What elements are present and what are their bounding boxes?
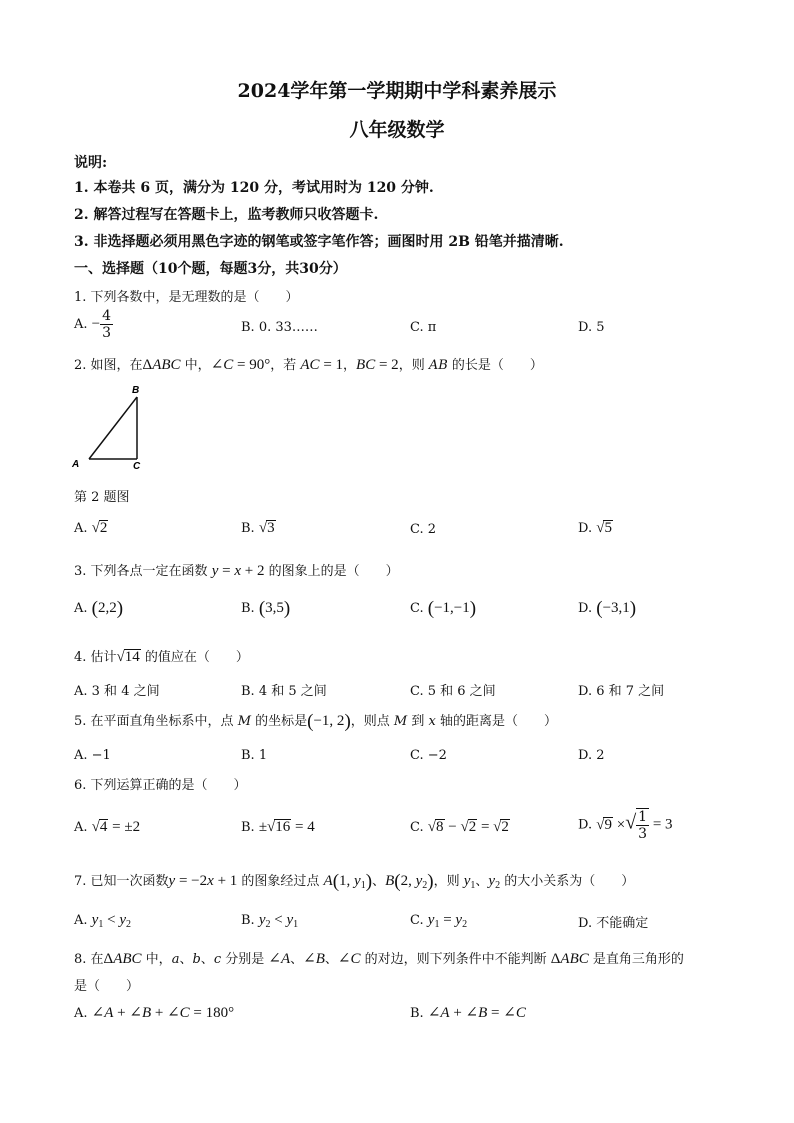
question-4-stem: 4. 估计√14 的值应在（ ） [74, 649, 249, 665]
question-6-option-a: A. √4 = ±2 [74, 819, 141, 835]
section-heading: 一、选择题（10个题，每题3分，共30分） [74, 261, 347, 277]
question-2-option-a: A. √2 [74, 520, 108, 536]
question-6-stem: 6. 下列运算正确的是（ ） [74, 778, 247, 793]
question-2-option-b: B. √3 [241, 520, 275, 536]
question-5-option-d: D. 2 [578, 748, 605, 763]
svg-text:C: C [133, 461, 141, 472]
question-3-option-c: C. (−1,−1) [410, 598, 477, 619]
question-2-option-d: D. √5 [578, 520, 612, 536]
page-title: 2024学年第一学期期中学科素养展示 [237, 80, 557, 102]
question-7-option-c: C. $y_1 = y_2$ [410, 912, 468, 930]
question-7-option-b: B. $y_2 < y_1$ [241, 912, 299, 930]
question-5-option-a: A. −1 [74, 748, 111, 763]
question-6-option-d: D. √9 ×√ $\frac{1}{3}$ = 3 [578, 809, 673, 842]
notes-heading: 说明: [74, 155, 108, 171]
question-6-option-c: C. √8 − √2 = √2 [410, 819, 509, 835]
question-1-option-d: D. 5 [578, 320, 605, 335]
question-4-option-d: D. 6 和 7 之间 [578, 684, 665, 699]
question-4-option-c: C. 5 和 6 之间 [410, 684, 496, 699]
question-1-stem: 1. 下列各数中，是无理数的是（ ） [74, 290, 299, 305]
question-6-option-b: B. ±√16 = 4 [241, 819, 315, 835]
question-7-option-a: A. $y_1 < y_2$ [74, 912, 131, 930]
question-1-option-b: B. 0. 33…… [241, 320, 318, 335]
triangle-figure [70, 383, 160, 473]
note-3: 3. 非选择题必须用黑色字迹的钢笔或签字笔作答；画图时用 2B 铅笔并描清晰. [74, 234, 564, 250]
question-8-option-b: B. ∠A + ∠B = ∠C [410, 1005, 526, 1021]
question-3-option-a: A. (2,2) [74, 598, 124, 619]
question-2-stem: 2. 如图，在ΔABC 中，∠C = 90°，若 AC = 1，BC = 2，则 AB 的长是（ ） [74, 357, 543, 373]
svg-text:A: A [72, 459, 80, 470]
question-5-option-b: B. 1 [241, 748, 268, 763]
question-3-option-d: D. (−3,1) [578, 598, 637, 619]
note-1: 1. 本卷共 6 页，满分为 120 分，考试用时为 120 分钟. [74, 180, 434, 196]
question-2-option-c: C. 2 [410, 522, 437, 537]
question-4-option-b: B. 4 和 5 之间 [241, 684, 327, 699]
question-3-stem: 3. 下列各点一定在函数 y = x + 2 的图象上的是（ ） [74, 563, 399, 579]
question-3-option-b: B. (3,5) [241, 598, 291, 619]
question-4-option-a: A. 3 和 4 之间 [74, 684, 160, 699]
svg-text:B: B [132, 385, 140, 396]
question-1-option-c: C. π [410, 320, 437, 335]
question-8-option-a: A. ∠A + ∠B + ∠C = 180° [74, 1005, 235, 1021]
question-8-stem-cont: 是（ ） [74, 979, 140, 994]
page-subtitle: 八年级数学 [349, 119, 445, 141]
question-7-stem: 7. 已知一次函数y = −2x + 1 的图象经过点 A(1, $y_1$)、B(2, $y_2$)，则 $y_1$、$y_2$ 的大小关系为（ ） [74, 871, 635, 892]
question-8-stem: 8. 在ΔABC 中，a、b、c 分别是 ∠A、∠B、∠C 的对边，则下列条件中不能判断 ΔABC 是直角三角形的 [74, 951, 684, 967]
figure-caption: 第 2 题图 [74, 490, 130, 505]
question-5-option-c: C. −2 [410, 748, 447, 763]
question-1-option-a: A. − $\frac{4}{3}$ [74, 308, 112, 341]
question-7-option-d: D. 不能确定 [578, 916, 649, 931]
note-2: 2. 解答过程写在答题卡上，监考教师只收答题卡. [74, 207, 379, 223]
question-5-stem: 5. 在平面直角坐标系中，点 M 的坐标是(−1, 2)，则点 M 到 x 轴的距离是（ ） [74, 711, 557, 732]
